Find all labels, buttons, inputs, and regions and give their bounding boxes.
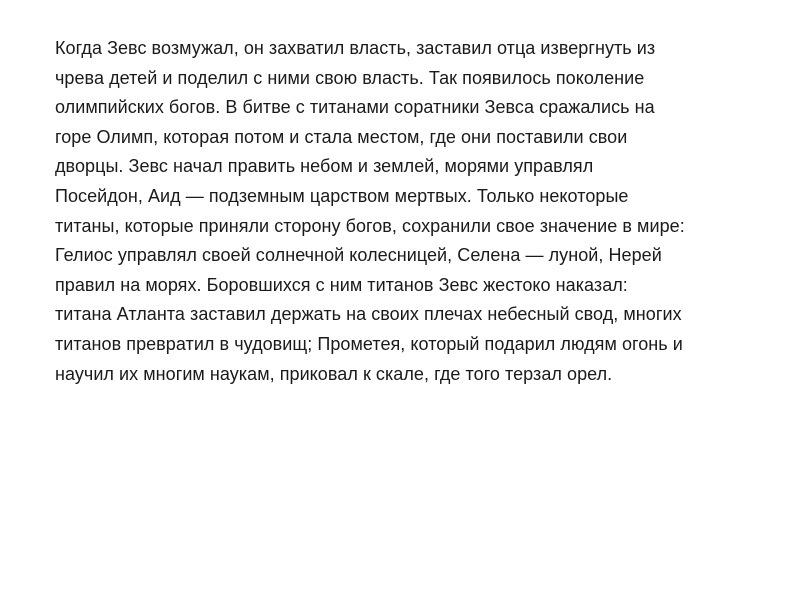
text-line: научил их многим наукам, приковал к скале, где того терзал орел.	[55, 363, 613, 384]
text-line: дворцы. Зевс начал править небом и землей, морями управлял	[55, 156, 594, 177]
text-line: Когда Зевс возмужал, он захватил власть, заставил отца извергнуть из	[55, 38, 656, 58]
text-line: титана Атланта заставил держать на своих плечах небесный свод, многих	[55, 304, 682, 325]
text-line: Гелиос управлял своей солнечной колесницей, Селена — луной, Нерей	[55, 245, 662, 266]
text-line: горе Олимп, которая потом и стала местом, где они поставили свои	[55, 126, 628, 147]
text-line: олимпийских богов. В битве с титанами соратники Зевса сражались на	[55, 97, 655, 118]
text-line: Посейдон, Аид — подземным царством мертвых. Только некоторые	[55, 185, 629, 206]
body-paragraph	[55, 34, 775, 389]
text-line: чрева детей и поделил с ними свою власть. Так появилось поколение	[55, 67, 645, 88]
text-line: титаны, которые приняли сторону богов, сохранили свое значение в мире:	[55, 215, 685, 236]
text-line: титанов превратил в чудовищ; Прометея, который подарил людям огонь и	[55, 333, 683, 354]
text-line: правил на морях. Боровшихся с ним титанов Зевс жестоко наказал:	[55, 274, 628, 295]
